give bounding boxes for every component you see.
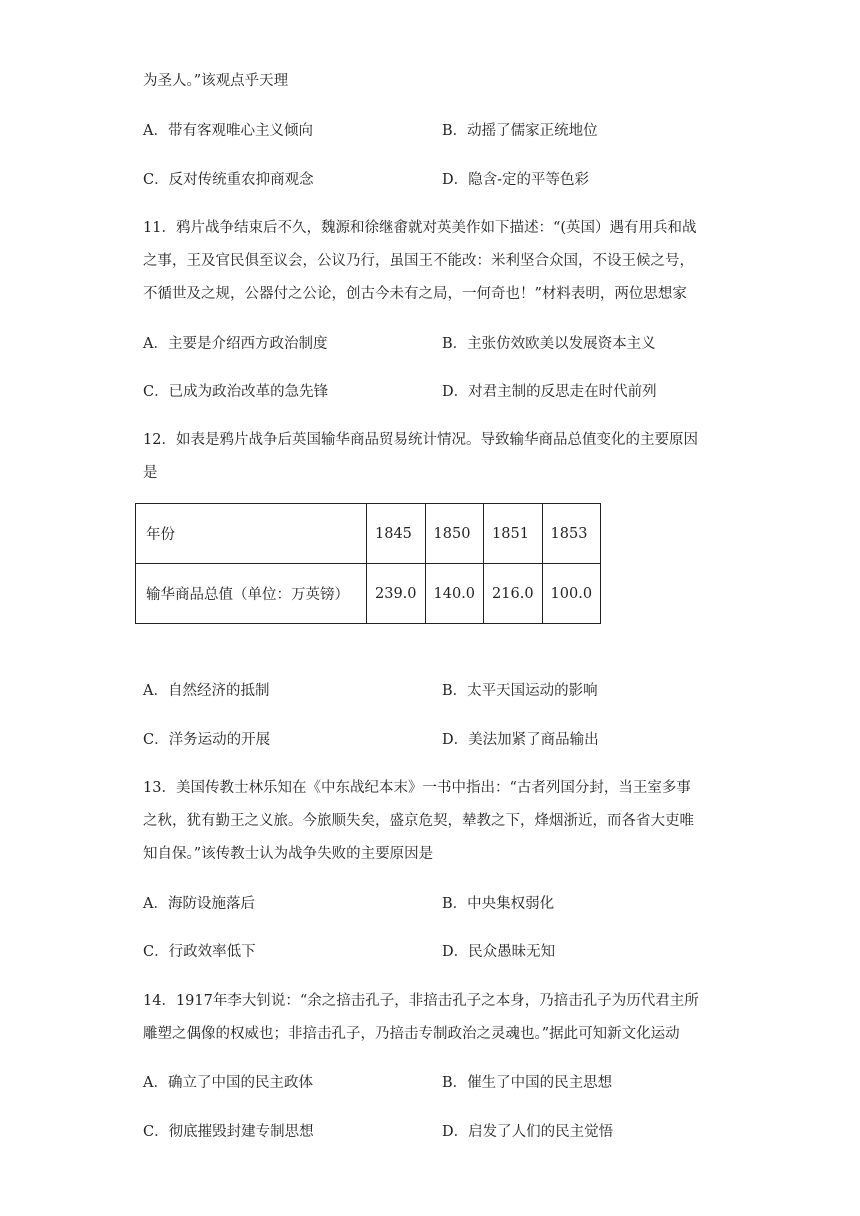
- option-letter: A．: [143, 896, 168, 912]
- option-letter: C．: [143, 172, 169, 188]
- table-row-label: 输华商品总值（单位：万英镑）: [136, 564, 367, 624]
- q12-option-c[interactable]: [143, 730, 270, 750]
- q13-stem-line-1: 13．美国传教士林乐知在《中东战纪本末》一书中指出：“古者列国分封，当王室多事: [143, 780, 691, 796]
- q11-option-c[interactable]: [143, 382, 328, 402]
- option-letter: D．: [442, 384, 469, 400]
- option-letter: C．: [143, 1124, 169, 1140]
- option-letter: B．: [442, 896, 468, 912]
- q12-option-b[interactable]: [442, 681, 598, 701]
- option-letter: A．: [143, 1075, 168, 1091]
- q10-option-c[interactable]: [143, 170, 314, 190]
- option-letter: B．: [442, 1075, 468, 1091]
- option-text: 隐含-定的平等色彩: [468, 172, 590, 188]
- table-year-cell: 1845: [367, 504, 426, 564]
- option-text: 主张仿效欧美以发展资本主义: [467, 336, 656, 352]
- option-letter: B．: [442, 683, 468, 699]
- option-text: 自然经济的抵制: [167, 683, 270, 699]
- option-text: 海防设施落后: [167, 896, 255, 912]
- option-letter: B．: [442, 123, 468, 139]
- option-letter: C．: [143, 384, 169, 400]
- q12-stem-line-1: 12．如表是鸦片战争后英国输华商品贸易统计情况。导致输华商品总值变化的主要原因: [143, 432, 698, 448]
- option-letter: B．: [442, 336, 468, 352]
- q13-option-a[interactable]: [143, 894, 255, 914]
- table-value-cell: 239.0: [367, 564, 426, 624]
- option-text: 洋务运动的开展: [168, 732, 271, 748]
- option-text: 确立了中国的民主政体: [167, 1075, 313, 1091]
- table-year-cell: 1853: [542, 504, 601, 564]
- q11-option-b[interactable]: [442, 334, 656, 354]
- q14-option-c[interactable]: [143, 1122, 314, 1142]
- q11-stem-line-1: 11．鸦片战争结束后不久，魏源和徐继畬就对英美作如下描述：“(英国）遇有用兵和战: [143, 220, 697, 236]
- option-text: 对君主制的反思走在时代前列: [468, 384, 657, 400]
- q13-stem-line-2: 之秋，犹有勤王之义旅。今旅顺失矣，盛京危契，辇教之下，烽烟浙近，而各省大吏唯: [143, 813, 694, 829]
- option-letter: A．: [143, 123, 168, 139]
- option-letter: D．: [442, 944, 469, 960]
- q10-option-a[interactable]: [143, 121, 313, 141]
- option-letter: C．: [143, 944, 169, 960]
- table-value-cell: 216.0: [484, 564, 543, 624]
- q13-option-b[interactable]: [442, 894, 554, 914]
- q12-option-d[interactable]: [442, 730, 599, 750]
- option-text: 催生了中国的民主思想: [467, 1075, 613, 1091]
- option-letter: A．: [143, 336, 168, 352]
- option-text: 行政效率低下: [168, 944, 256, 960]
- option-text: 反对传统重农抑商观念: [168, 172, 314, 188]
- q13-stem-line-3: 知自保。”该传教士认为战争失败的主要原因是: [143, 846, 434, 862]
- q14-option-a[interactable]: [143, 1073, 313, 1093]
- q11-stem-line-2: 之事，王及官民俱至议会，公议乃行，虽国王不能改：米利坚合众国，不设王候之号，: [143, 253, 694, 269]
- q12-option-a[interactable]: [143, 681, 269, 701]
- q13-option-c[interactable]: [143, 942, 256, 962]
- option-letter: C．: [143, 732, 169, 748]
- option-text: 启发了人们的民主觉悟: [468, 1124, 614, 1140]
- q14-option-d[interactable]: [442, 1122, 613, 1142]
- q11-option-a[interactable]: [143, 334, 327, 354]
- q14-option-b[interactable]: [442, 1073, 612, 1093]
- q11-stem-line-3: 不循世及之规，公器付之公论，创古今未有之局，一何奇也！”材料表明，两位思想家: [143, 286, 687, 302]
- option-letter: D．: [442, 1124, 469, 1140]
- option-text: 彻底摧毁封建专制思想: [168, 1124, 314, 1140]
- table-row-values: [136, 564, 601, 624]
- q13-option-d[interactable]: [442, 942, 555, 962]
- table-header-label: 年份: [136, 504, 367, 564]
- option-text: 民众愚昧无知: [468, 944, 556, 960]
- option-text: 主要是介绍西方政治制度: [167, 336, 328, 352]
- q10-option-b[interactable]: [442, 121, 598, 141]
- table-row-years: [136, 504, 601, 564]
- option-letter: D．: [442, 172, 469, 188]
- trade-statistics-table: [135, 503, 601, 624]
- table-value-cell: 100.0: [542, 564, 601, 624]
- option-text: 带有客观唯心主义倾向: [167, 123, 313, 139]
- q14-stem-line-2: 雕塑之偶像的权威也；非掊击孔子，乃掊击专制政治之灵魂也。”据此可知新文化运动: [143, 1026, 680, 1042]
- q10-option-d[interactable]: [442, 170, 589, 190]
- option-text: 动摇了儒家正统地位: [467, 123, 598, 139]
- table-value-cell: 140.0: [425, 564, 484, 624]
- table-year-cell: 1851: [484, 504, 543, 564]
- option-text: 美法加紧了商品输出: [468, 732, 599, 748]
- option-text: 已成为政治改革的急先锋: [168, 384, 329, 400]
- q11-option-d[interactable]: [442, 382, 657, 402]
- intro-line: 为圣人。”该观点乎天理: [143, 73, 289, 89]
- option-letter: A．: [143, 683, 168, 699]
- option-text: 太平天国运动的影响: [467, 683, 598, 699]
- option-letter: D．: [442, 732, 469, 748]
- table-year-cell: 1850: [425, 504, 484, 564]
- option-text: 中央集权弱化: [467, 896, 555, 912]
- q12-stem-line-2: 是: [143, 465, 158, 481]
- q14-stem-line-1: 14．1917年李大钊说：“余之掊击孔子，非掊击孔子之本身，乃掊击孔子为历代君主所: [143, 993, 699, 1009]
